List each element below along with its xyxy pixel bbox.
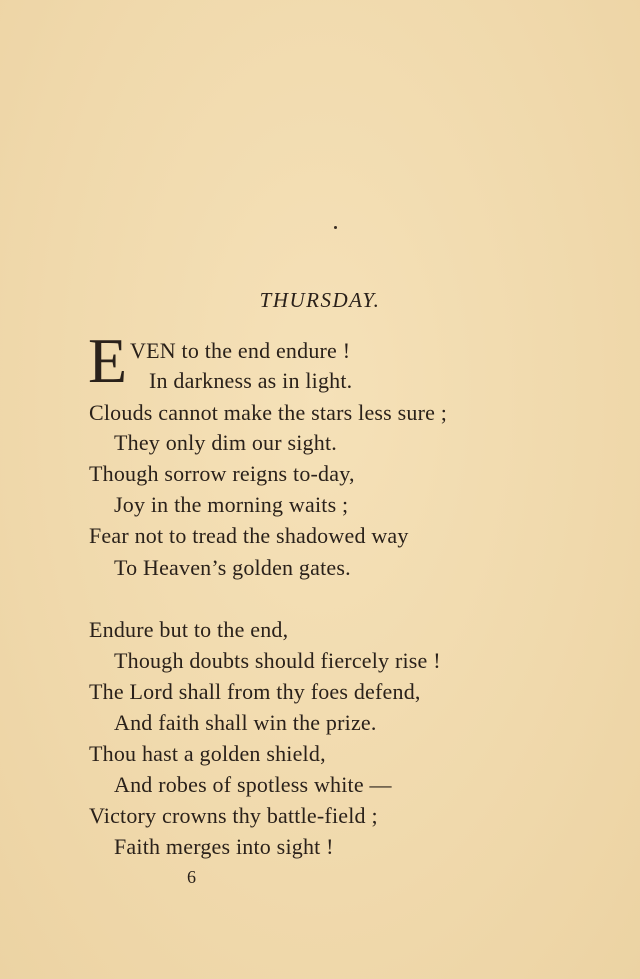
- drop-cap: E: [88, 333, 128, 389]
- poem-line: They only dim our sight.: [114, 430, 337, 455]
- poem-line: To Heaven’s golden gates.: [114, 555, 351, 580]
- poem-line: Endure but to the end,: [89, 617, 289, 642]
- poem-line: Victory crowns thy battle-field ;: [89, 803, 378, 828]
- poem-line: Thou hast a golden shield,: [89, 741, 326, 766]
- poem-line: Though doubts should fiercely rise !: [114, 648, 441, 673]
- poem-line: Joy in the morning waits ;: [114, 492, 349, 517]
- page-number: 6: [187, 867, 196, 887]
- poem-line: The Lord shall from thy foes defend,: [89, 679, 421, 704]
- poem-line: In darkness as in light.: [149, 368, 353, 393]
- poem-line: Faith merges into sight !: [114, 834, 334, 859]
- poem-title: THURSDAY.: [259, 288, 381, 312]
- poem-line: And faith shall win the prize.: [114, 710, 377, 735]
- poem-line: And robes of spotless white —: [114, 772, 392, 797]
- poem-line: Though sorrow reigns to-day,: [89, 461, 355, 486]
- poem-line: Clouds cannot make the stars less sure ;: [89, 400, 448, 425]
- poem-line: VEN to the end endure !: [130, 338, 351, 363]
- poem-line: Fear not to tread the shadowed way: [89, 523, 409, 548]
